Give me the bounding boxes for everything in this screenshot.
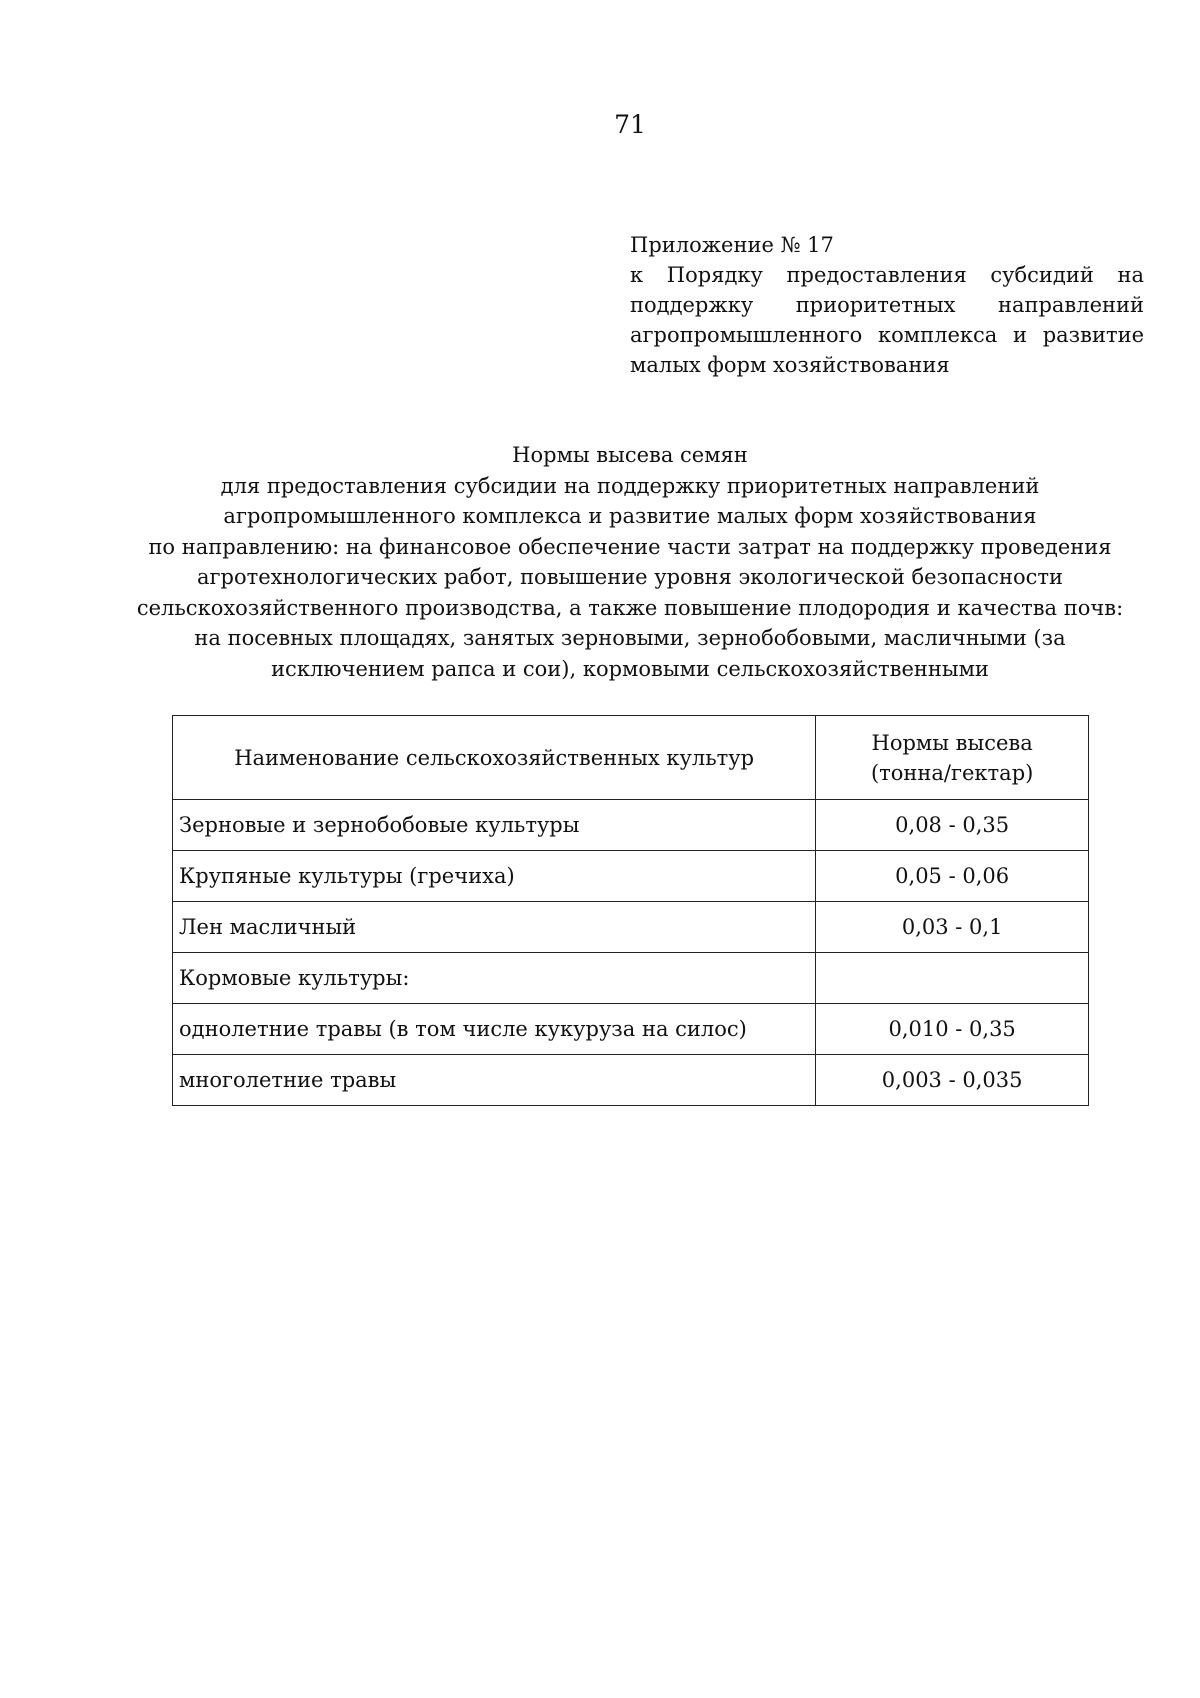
norm-cell: 0,05 - 0,06: [816, 851, 1089, 902]
crop-cell: Кормовые культуры:: [173, 953, 816, 1004]
heading-line: по направлению: на финансовое обеспечение части затрат на поддержку проведения: [148, 534, 1112, 559]
document-heading: [120, 440, 1140, 684]
table-row: [173, 1055, 1089, 1106]
crop-cell: Лен масличный: [173, 902, 816, 953]
norm-cell: 0,03 - 0,1: [816, 902, 1089, 953]
appendix-block: [630, 230, 1144, 380]
table-row: [173, 902, 1089, 953]
norm-cell: [816, 953, 1089, 1004]
norm-cell: 0,08 - 0,35: [816, 800, 1089, 851]
table-row: [173, 851, 1089, 902]
page-number: 71: [614, 110, 646, 139]
header-crop: Наименование сельскохозяйственных культур: [173, 716, 816, 800]
crop-cell: многолетние травы: [173, 1055, 816, 1106]
norm-cell: 0,010 - 0,35: [816, 1004, 1089, 1055]
appendix-title: Приложение № 17: [630, 233, 834, 257]
heading-line: для предоставления субсидии на поддержку приоритетных направлений: [220, 473, 1040, 498]
header-norm-line2: (тонна/гектар): [870, 760, 1034, 785]
table-row: [173, 800, 1089, 851]
crop-cell: Зерновые и зернобобовые культуры: [173, 800, 816, 851]
appendix-text: к Порядку предоставления субсидий на поддержку приоритетных направлений агропромышленного комплекса и развитие малых форм хозяйствования: [630, 263, 1144, 377]
heading-line: агротехнологических работ, повышение уровня экологической безопасности: [197, 565, 1063, 589]
table-header-row: [173, 716, 1089, 800]
table-row: [173, 953, 1089, 1004]
heading-line: сельскохозяйственного производства, а также повышение плодородия и качества почв:: [136, 595, 1124, 620]
heading-line: агропромышленного комплекса и развитие малых форм хозяйствования: [223, 504, 1037, 528]
crop-cell: Крупяные культуры (гречиха): [173, 851, 816, 902]
table-row: [173, 1004, 1089, 1055]
norm-cell: 0,003 - 0,035: [816, 1055, 1089, 1106]
heading-line: на посевных площадях, занятых зерновыми, зернобобовыми, масличными (за: [194, 626, 1066, 650]
heading-line: Нормы высева семян: [512, 443, 748, 467]
heading-line: исключением рапса и сои), кормовыми сельскохозяйственными: [271, 656, 989, 681]
header-norm: [816, 716, 1089, 800]
crop-cell: однолетние травы (в том числе кукуруза на силос): [173, 1004, 816, 1055]
seeding-norms-table: [172, 715, 1089, 1106]
header-norm-line1: Нормы высева: [871, 730, 1033, 755]
